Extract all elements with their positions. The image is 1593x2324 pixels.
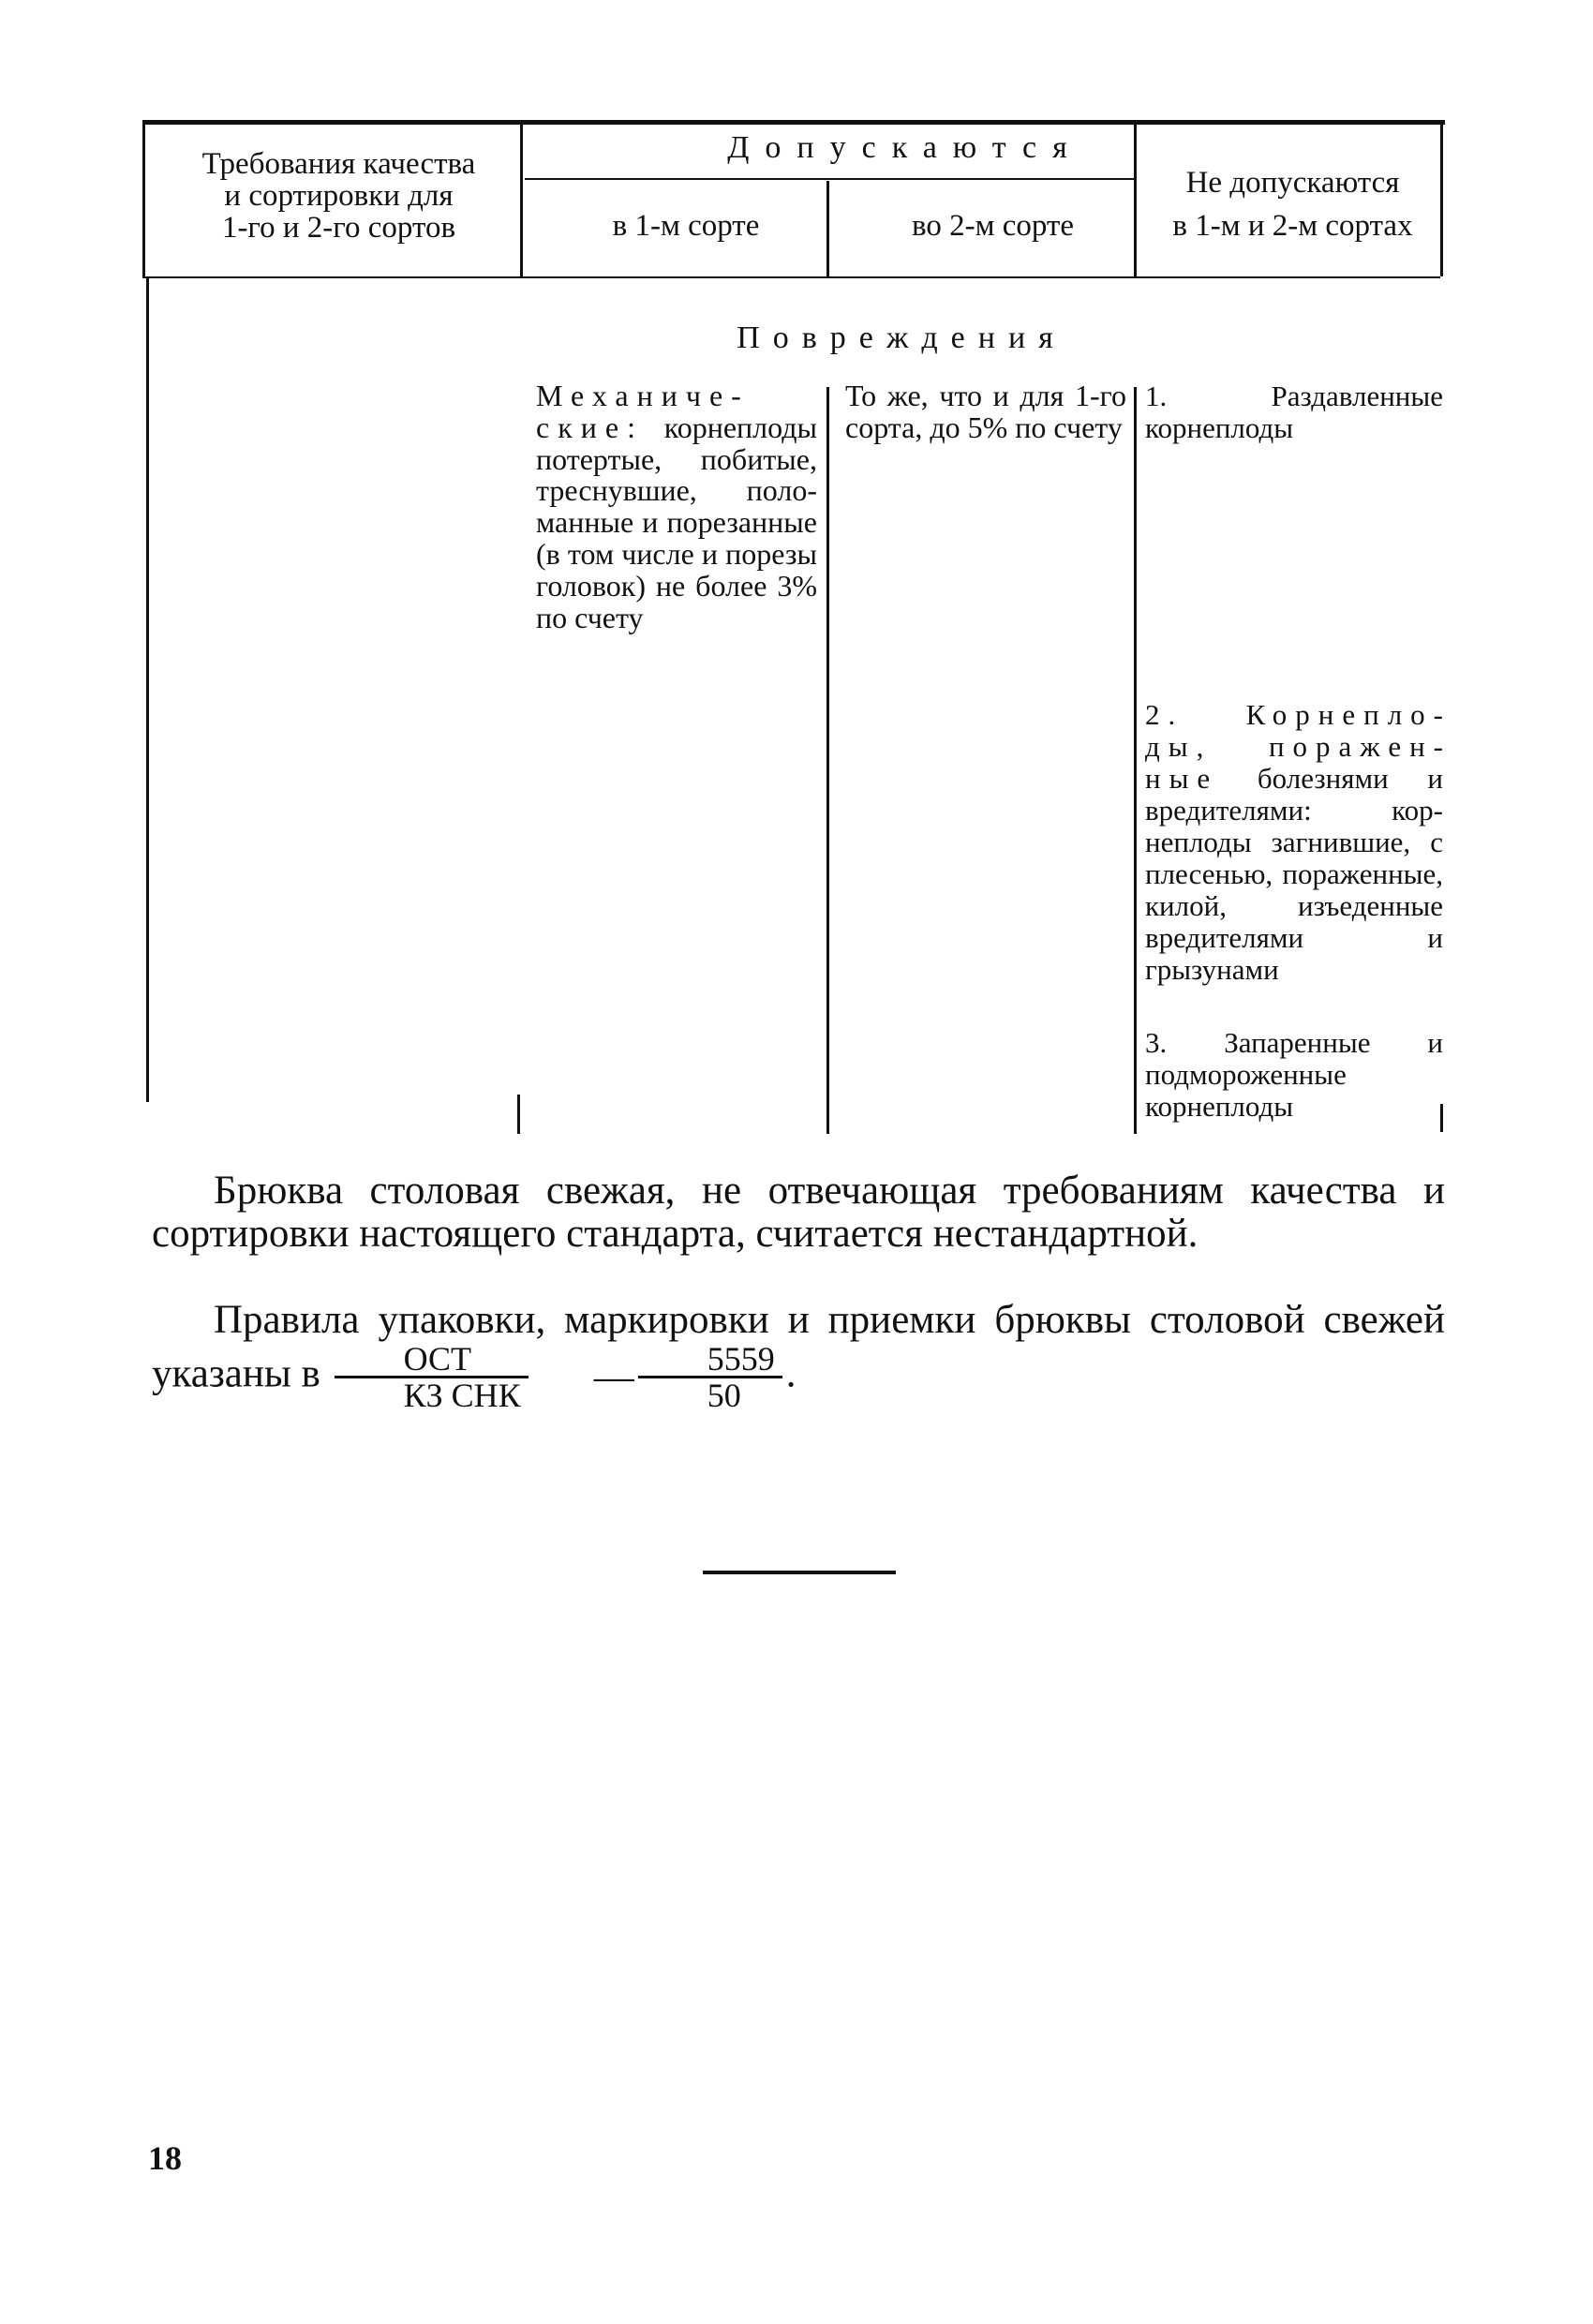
not-allowed-item-3: 3. Запаренные и подмороженные корнеплоды xyxy=(1145,1026,1443,1123)
table-left-border-body xyxy=(146,277,149,1102)
end-rule xyxy=(703,1571,896,1574)
standard-reference-fraction-2: $\frac{5559}{50}$ xyxy=(638,1342,782,1412)
grade-1-lead: Механиче- xyxy=(536,379,750,412)
grade-1-damages xyxy=(536,380,817,633)
table-left-border xyxy=(142,120,145,277)
table-top-rule xyxy=(142,120,1445,125)
header-bottom-rule xyxy=(142,276,1440,278)
header-grade-2: во 2-м сорте xyxy=(911,209,1074,243)
subheader-rule xyxy=(525,178,1134,180)
not-allowed-item-2-text: болезнями и вредителями: корнеплоды загнившие, с плесенью, пораженные, килой, изъеденные вредителями и грызунами xyxy=(1145,762,1443,986)
page-number: 18 xyxy=(148,2139,182,2177)
grade-1-lead-2: ские: xyxy=(536,410,644,444)
header-allowed: Допускаются xyxy=(727,130,1083,165)
column-divider-1-body xyxy=(517,1095,520,1134)
paragraph-packaging-rules xyxy=(152,1299,1445,1412)
grade-1-text: корнеплоды потертые, побитые, треснувшие, поломанные и порезанные (в том числе и порезы головок) не более 3% по счету xyxy=(536,410,817,634)
grade-2-damages: То же, что и для 1-го сорта, до 5% по счету xyxy=(845,379,1126,444)
header-grade-1: в 1-м сорте xyxy=(612,209,760,243)
reference-dash: — xyxy=(593,1354,634,1399)
column-divider-3-body xyxy=(1134,387,1137,1134)
section-title-damages: Повреждения xyxy=(737,320,1066,355)
paragraph-packaging-text: Правила упаковки, маркировки и приемки брюквы столовой свежей указаны в xyxy=(152,1298,1445,1396)
column-divider-2-body xyxy=(826,387,829,1134)
header-requirements: Требования качества и сортировки для 1-го и 2-го сортов xyxy=(201,147,476,245)
not-allowed-item-2 xyxy=(1145,699,1443,986)
standards-table xyxy=(142,120,1445,1134)
not-allowed-item-2-lead: 2. Корнеплоды, пораженные xyxy=(1145,698,1443,795)
not-allowed-item-1: 1. Раздавленные корнеплоды xyxy=(1145,380,1443,444)
sentence-end: . xyxy=(785,1351,796,1396)
header-not-allowed: Не допускаются в 1-м и 2-м сортах xyxy=(1172,166,1413,243)
standard-reference-fraction-1: $\frac{\text{ОСТ}}{\text{КЗ СНК}}$ xyxy=(335,1342,529,1412)
paragraph-nonstandard: Брюква столовая свежая, не отвечающая требованиям качества и сортировки настоящего стандарта, считается нестандартной. xyxy=(152,1169,1445,1256)
